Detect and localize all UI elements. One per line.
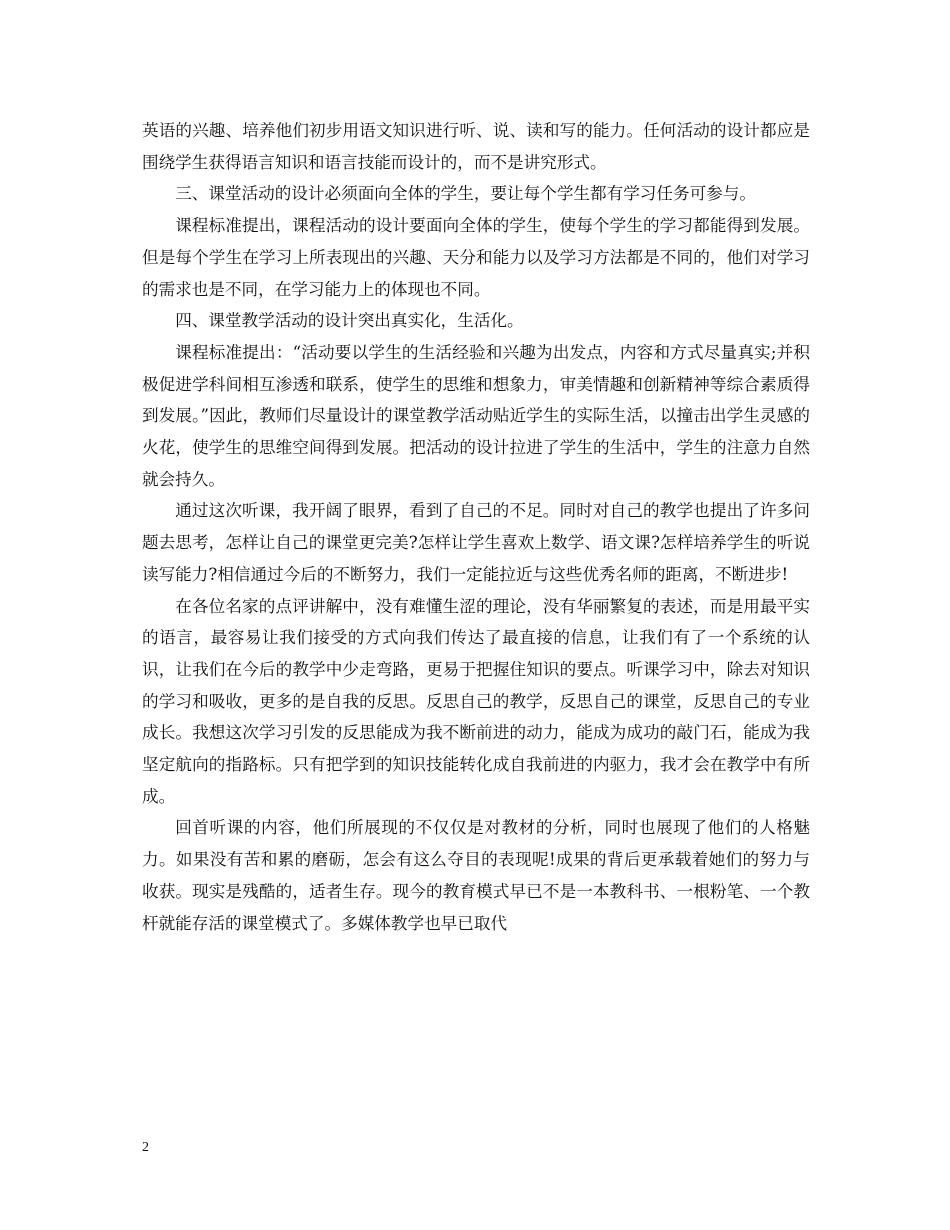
paragraph: 在各位名家的点评讲解中，没有难懂生涩的理论，没有华丽繁复的表述，而是用最平实的语言，最容易让我们接受的方式向我们传达了最直接的信息，让我们有了一个系统的认识，让我们在今后的教学中少走弯路，更易于把握住知识的要点。听课学习中，除去对知识的学习和吸收，更多的是自我的反思。反思自己的教学，反思自己的课堂，反思自己的专业成长。我想这次学习引发的反思能成为我不断前进的动力，能成为成功的敲门石，能成为我坚定航向的指路标。只有把学到的知识技能转化成自我前进的内驱力，我才会在教学中有所成。 [142, 596, 810, 806]
paragraph-heading-four: 四、课堂教学活动的设计突出真实化，生活化。 [175, 311, 524, 331]
paragraph-continuation: 英语的兴趣、培养他们初步用语文知识进行听、说、读和写的能力。任何活动的设计都应是围绕学生获得语言知识和语言技能而设计的，而不是讲究形式。 [142, 121, 810, 172]
document-body [142, 115, 810, 939]
paragraph-heading-three: 三、课堂活动的设计必须面向全体的学生，要让每个学生都有学习任务可参与。 [175, 184, 756, 204]
paragraph: 通过这次听课，我开阔了眼界，看到了自己的不足。同时对自己的教学也提出了许多问题去思考，怎样让自己的课堂更完美?怎样让学生喜欢上数学、语文课?怎样培养学生的听说读写能力?相信通过今后的不断努力，我们一定能拉近与这些优秀名师的距离，不断进步! [142, 501, 810, 584]
paragraph: 课程标准提出：“活动要以学生的生活经验和兴趣为出发点，内容和方式尽量真实;并积极促进学科间相互渗透和联系，使学生的思维和想象力，审美情趣和创新精神等综合素质得到发展。”因此，教师们尽量设计的课堂教学活动贴近学生的实际生活，以撞击出学生灵感的火花，使学生的思维空间得到发展。把活动的设计拉进了学生的生活中，学生的注意力自然就会持久。 [142, 342, 810, 489]
paragraph: 课程标准提出，课程活动的设计要面向全体的学生，使每个学生的学习都能得到发展。但是每个学生在学习上所表现出的兴趣、天分和能力以及学习方法都是不同的，他们对学习的需求也是不同，在学习能力上的体现也不同。 [142, 216, 810, 299]
page-number: 2 [142, 1140, 149, 1155]
paragraph: 回首听课的内容，他们所展现的不仅仅是对教材的分析，同时也展现了他们的人格魅力。如果没有苦和累的磨砺，怎会有这么夺目的表现呢!成果的背后更承载着她们的努力与收获。现实是残酷的，适者生存。现今的教育模式早已不是一本教科书、一根粉笔、一个教杆就能存活的课堂模式了。多媒体教学也早已取代 [142, 818, 810, 933]
